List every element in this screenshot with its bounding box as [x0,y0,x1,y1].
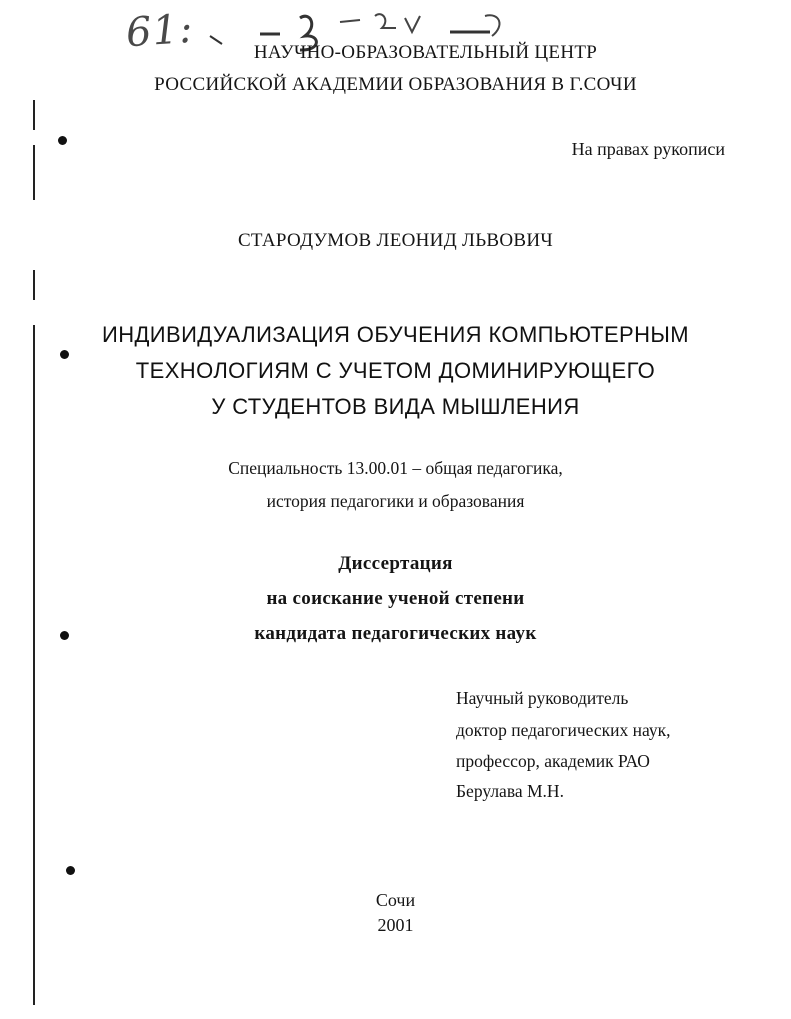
left-margin-line [33,270,35,300]
author-name: СТАРОДУМОВ ЛЕОНИД ЛЬВОВИЧ [237,230,554,251]
degree-line-1: на соискание ученой степени [266,588,525,609]
dissertation-label: Диссертация [338,553,453,574]
year: 2001 [377,915,414,935]
binding-hole [58,136,67,145]
dissertation-title-line-1: ИНДИВИДУАЛИЗАЦИЯ ОБУЧЕНИЯ КОМПЬЮТЕРНЫМ [102,322,689,347]
dissertation-title-line-3: У СТУДЕНТОВ ВИДА МЫШЛЕНИЯ [211,394,580,419]
supervisor-degree: доктор педагогических наук, [456,720,671,740]
left-margin-line [33,145,35,200]
dissertation-title-line-2: ТЕХНОЛОГИЯМ С УЧЕТОМ ДОМИНИРУЮЩЕГО [135,358,656,383]
supervisor-title: профессор, академик РАО [456,751,650,771]
binding-hole [66,866,75,875]
supervisor-name: Берулава М.Н. [456,781,564,801]
left-margin-line [33,100,35,130]
supervisor-role: Научный руководитель [456,688,629,708]
manuscript-rights-note: На правах рукописи [571,139,725,159]
organization-line-2: РОССИЙСКОЙ АКАДЕМИИ ОБРАЗОВАНИЯ В Г.СОЧИ [154,74,637,95]
specialty-line-2: история педагогики и образования [266,491,525,511]
organization-line-1: НАУЧНО-ОБРАЗОВАТЕЛЬНЫЙ ЦЕНТР [253,42,598,63]
city: Сочи [375,890,416,910]
handwritten-archive-number: 61: [124,5,195,57]
degree-line-2: кандидата педагогических наук [254,623,537,644]
specialty-line-1: Специальность 13.00.01 – общая педагогика, [228,458,563,478]
